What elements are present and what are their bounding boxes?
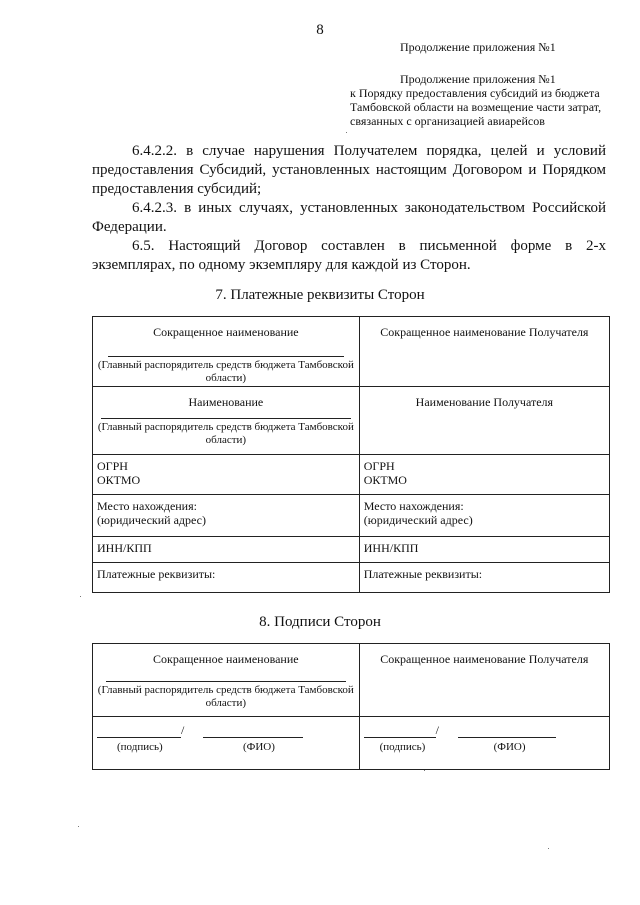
signatures-table bbox=[92, 643, 610, 770]
right-payment-cell bbox=[359, 563, 609, 593]
left-fio-line bbox=[203, 737, 303, 738]
right-oktmo-label: ОКТМО bbox=[363, 473, 407, 487]
paragraph-6-5: 6.5. Настоящий Договор составлен в письменной форме в 2-х экземплярах, по одному экземпляру для каждой из Сторон. bbox=[92, 238, 606, 273]
left-short-name-cell bbox=[93, 317, 360, 387]
scan-speck bbox=[424, 770, 425, 771]
left-short-name-label: Сокращенное наименование bbox=[153, 325, 299, 339]
left-signature-label: (подпись) bbox=[117, 741, 163, 753]
sig-right-signature-cell bbox=[359, 717, 609, 770]
left-ogrn-cell bbox=[93, 455, 360, 495]
sig-left-short-name-sub: (Главный распорядитель средств бюджета Тамбовской области) bbox=[97, 684, 354, 709]
left-location-label: Место нахождения: bbox=[97, 499, 197, 513]
left-location-cell bbox=[93, 495, 360, 537]
left-payment-label: Платежные реквизиты: bbox=[97, 567, 216, 581]
right-fio-label: (ФИО) bbox=[493, 741, 526, 753]
right-slash: / bbox=[435, 723, 439, 737]
scan-speck bbox=[80, 596, 81, 597]
right-short-name-label: Сокращенное наименование Получателя bbox=[380, 325, 589, 339]
right-location-label: Место нахождения: bbox=[363, 499, 464, 513]
payment-details-table bbox=[92, 316, 610, 593]
right-fio-line bbox=[458, 737, 556, 738]
appendix-line-3: связанных с организацией авиарейсов bbox=[350, 114, 545, 128]
paragraph-6-4-2-3: 6.4.2.3. в иных случаях, установленных законодательством Российской Федерации. bbox=[92, 200, 606, 235]
left-oktmo-label: ОКТМО bbox=[97, 473, 141, 487]
scan-speck bbox=[548, 848, 549, 849]
page-number: 8 bbox=[316, 22, 324, 38]
section-8-title: 8. Подписи Сторон bbox=[259, 614, 381, 630]
sig-right-short-name-label: Сокращенное наименование Получателя bbox=[380, 652, 589, 666]
left-short-name-line bbox=[108, 356, 344, 357]
left-inn-label: ИНН/КПП bbox=[97, 541, 152, 555]
sig-left-name-line bbox=[106, 681, 346, 682]
left-name-line bbox=[101, 418, 351, 419]
paragraph-6-4-2-2: 6.4.2.2. в случае нарушения Получателем порядка, целей и условий предоставления Субсидий, установленных настоящим Договором и Порядком предоставления субсидий; bbox=[92, 143, 606, 197]
sig-left-name-cell bbox=[93, 644, 360, 717]
right-short-name-cell bbox=[359, 317, 609, 387]
section-7-title: 7. Платежные реквизиты Сторон bbox=[215, 287, 425, 303]
left-slash: / bbox=[181, 723, 185, 737]
sig-left-signature-cell bbox=[93, 717, 360, 770]
left-name-sub: (Главный распорядитель средств бюджета Тамбовской области) bbox=[97, 421, 354, 446]
left-signature-line bbox=[97, 737, 181, 738]
left-payment-cell bbox=[93, 563, 360, 593]
right-signature-label: (подпись) bbox=[379, 741, 426, 753]
scan-speck bbox=[346, 132, 347, 133]
scan-speck bbox=[78, 826, 79, 827]
right-inn-cell bbox=[359, 537, 609, 563]
right-ogrn-label: ОГРН bbox=[363, 459, 395, 473]
left-inn-cell bbox=[93, 537, 360, 563]
right-legal-address-label: (юридический адрес) bbox=[363, 513, 473, 527]
appendix-line-1: к Порядку предоставления субсидий из бюджета bbox=[350, 86, 600, 100]
left-fio-label: (ФИО) bbox=[243, 741, 275, 753]
right-location-cell bbox=[359, 495, 609, 537]
left-name-cell bbox=[93, 387, 360, 455]
right-inn-label: ИНН/КПП bbox=[363, 541, 419, 555]
right-signature-line bbox=[364, 737, 436, 738]
right-payment-label: Платежные реквизиты: bbox=[363, 567, 483, 581]
left-ogrn-label: ОГРН bbox=[97, 459, 128, 473]
continuation-header: Продолжение приложения №1 bbox=[400, 40, 556, 54]
appendix-line-2: Тамбовской области на возмещение части затрат, bbox=[350, 100, 602, 114]
contract-body bbox=[92, 142, 606, 275]
right-name-label: Наименование Получателя bbox=[415, 395, 554, 409]
right-name-cell bbox=[359, 387, 609, 455]
sig-right-name-cell bbox=[359, 644, 609, 717]
left-short-name-sub: (Главный распорядитель средств бюджета Тамбовской области) bbox=[97, 359, 354, 384]
right-ogrn-cell bbox=[359, 455, 609, 495]
left-name-label: Наименование bbox=[188, 395, 264, 409]
sig-left-short-name-label: Сокращенное наименование bbox=[153, 652, 299, 666]
left-legal-address-label: (юридический адрес) bbox=[97, 513, 206, 527]
appendix-continuation: Продолжение приложения №1 bbox=[400, 72, 556, 86]
appendix-reference bbox=[350, 72, 620, 128]
